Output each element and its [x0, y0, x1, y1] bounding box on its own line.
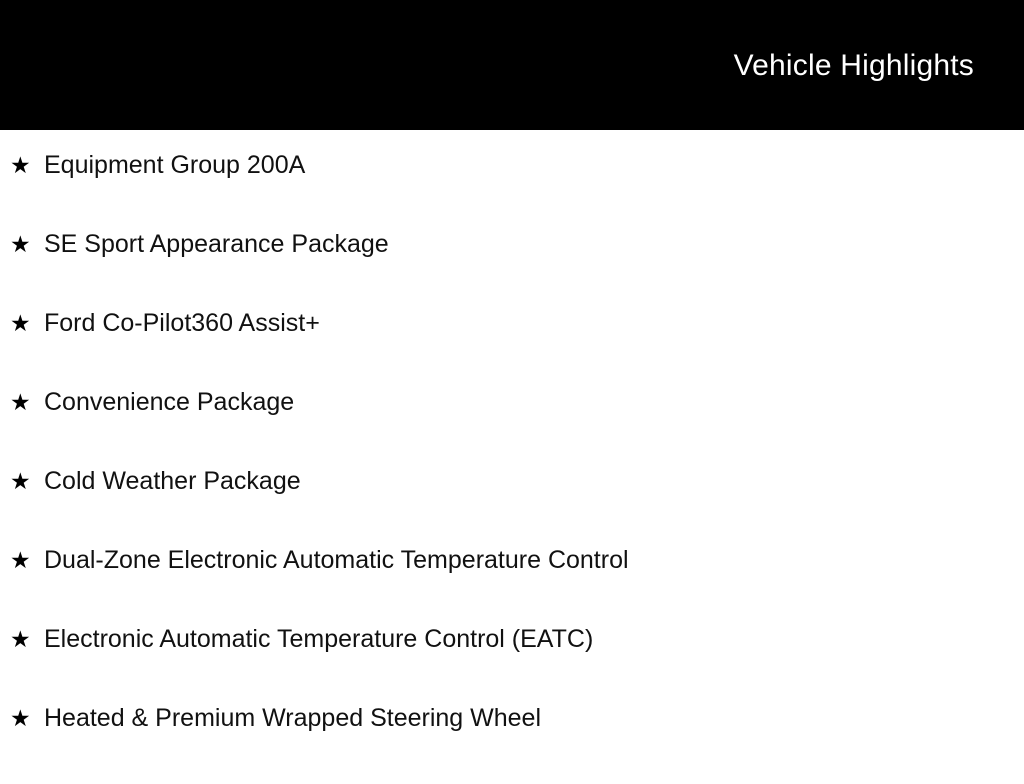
list-item-label: Dual-Zone Electronic Automatic Temperature Control [44, 546, 629, 574]
list-item-label: Ford Co-Pilot360 Assist+ [44, 309, 320, 337]
page-title: Vehicle Highlights [733, 48, 974, 82]
star-bullet-icon: ★ [10, 705, 31, 731]
star-bullet-icon: ★ [10, 389, 31, 415]
list-item [0, 468, 1024, 547]
header-bar [0, 0, 1024, 130]
list-item [0, 152, 1024, 231]
star-bullet-icon: ★ [10, 310, 31, 336]
vehicle-highlights-list [0, 130, 1024, 784]
star-bullet-icon: ★ [10, 626, 31, 652]
list-item-label: Electronic Automatic Temperature Control (EATC) [44, 625, 594, 653]
list-item [0, 231, 1024, 310]
star-bullet-icon: ★ [10, 231, 31, 257]
star-bullet-icon: ★ [10, 468, 31, 494]
list-item-label: SE Sport Appearance Package [44, 230, 389, 258]
list-item-label: Convenience Package [44, 388, 295, 416]
list-item [0, 310, 1024, 389]
star-bullet-icon: ★ [10, 152, 31, 178]
list-item [0, 547, 1024, 626]
list-item-label: Cold Weather Package [44, 467, 301, 495]
list-item [0, 626, 1024, 705]
list-item [0, 389, 1024, 468]
list-item-label: Equipment Group 200A [44, 151, 306, 179]
star-bullet-icon: ★ [10, 547, 31, 573]
list-item-label: Heated & Premium Wrapped Steering Wheel [44, 704, 541, 732]
list-item [0, 705, 1024, 784]
